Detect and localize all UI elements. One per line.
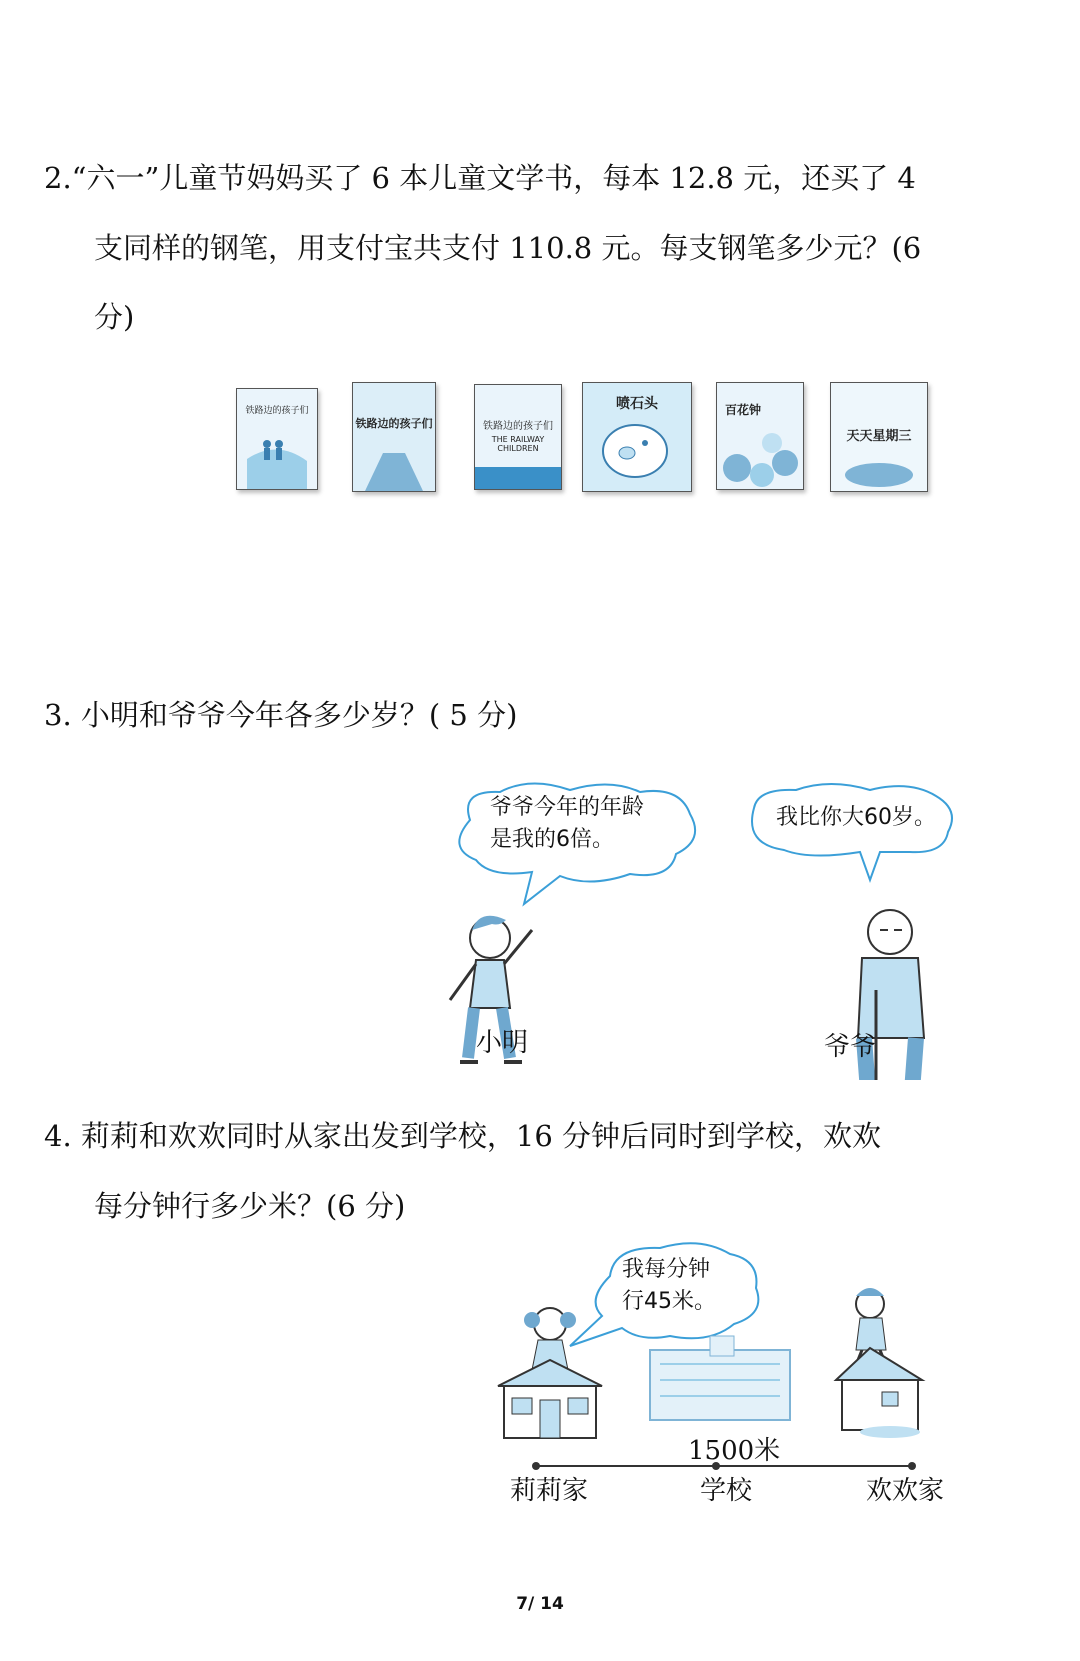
grandpa-label: 爷爷 xyxy=(824,1032,877,1062)
flowers-illustration xyxy=(717,383,803,489)
question-2-line-3: 分) xyxy=(94,300,135,334)
bubble-left-line-2: 是我的6倍。 xyxy=(490,827,614,852)
book-title: 铁路边的孩子们 xyxy=(355,417,433,430)
book-title: 喷石头 xyxy=(616,396,658,412)
book-cover-3 xyxy=(474,384,562,490)
speech-bubble-right xyxy=(752,784,952,880)
end-point xyxy=(908,1462,916,1470)
animal-illustration xyxy=(831,383,927,491)
book-cover-5 xyxy=(716,382,804,490)
question-4-line-1: 4. 莉莉和欢欢同时从家出发到学校，16 分钟后同时到学校，欢欢 xyxy=(44,1119,882,1153)
bubble-right-text: 我比你大60岁。 xyxy=(776,805,936,830)
book-cover-4 xyxy=(582,382,692,492)
book-cover-1 xyxy=(236,388,318,490)
book-cover-2 xyxy=(352,382,436,492)
question-4-line-2: 每分钟行多少米？(6 分) xyxy=(94,1189,406,1223)
bubble-line-1: 我每分钟 xyxy=(622,1257,711,1282)
book-cover-6 xyxy=(830,382,928,492)
huanhuan-home-label: 欢欢家 xyxy=(866,1476,945,1506)
book-covers xyxy=(236,382,976,502)
lily-house xyxy=(498,1360,602,1438)
school-building xyxy=(650,1336,790,1420)
start-point xyxy=(532,1462,540,1470)
pig-illustration xyxy=(583,383,691,491)
book-title: 铁路边的孩子们 xyxy=(483,421,553,432)
question-2-line-2: 支同样的钢笔，用支付宝共支付 110.8 元。每支钢笔多少元？(6 xyxy=(94,231,922,265)
rail-track-illustration xyxy=(353,383,435,491)
book-subtitle: THE RAILWAY CHILDREN xyxy=(491,435,545,453)
question-2-line-1: 2.“六一”儿童节妈妈买了 6 本儿童文学书，每本 12.8 元，还买了 4 xyxy=(44,161,916,195)
book-title: 铁路边的孩子们 xyxy=(245,406,309,416)
book-title: 百花钟 xyxy=(725,403,762,417)
book-title: 天天星期三 xyxy=(846,429,912,444)
school-label: 学校 xyxy=(700,1476,753,1506)
question-3-line-1: 3. 小明和爷爷今年各多少岁？( 5 分) xyxy=(44,698,518,732)
boy-label: 小明 xyxy=(476,1028,529,1058)
huanhuan-house xyxy=(836,1348,922,1438)
lily-home-label: 莉莉家 xyxy=(510,1476,589,1506)
page-number: 7/ 14 xyxy=(516,1594,564,1614)
bubble-left-line-1: 爷爷今年的年龄 xyxy=(490,795,645,820)
children-illustration xyxy=(237,389,317,489)
distance-label: 1500米 xyxy=(688,1436,781,1466)
bubble-line-2: 行45米。 xyxy=(622,1289,716,1314)
